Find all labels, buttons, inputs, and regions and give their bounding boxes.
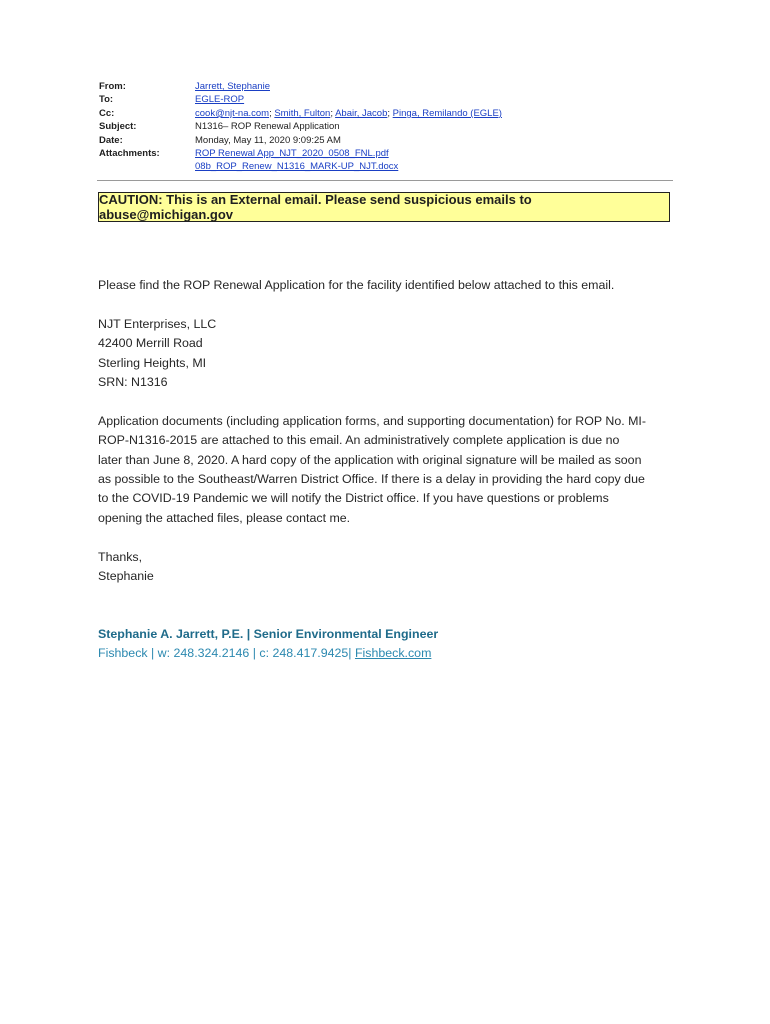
email-header xyxy=(99,80,502,174)
attachment-link[interactable]: 08b_ROP_Renew_N1316_MARK-UP_NJT.docx xyxy=(195,161,399,173)
signature-contact xyxy=(98,644,438,663)
caution-text: CAUTION: This is an External email. Please send suspicious emails to abuse@michigan.gov xyxy=(99,192,532,222)
to-label: To: xyxy=(99,94,114,106)
signature-contact-text: Fishbeck | w: 248.324.2146 | c: 248.417.9425| xyxy=(98,646,355,661)
caution-banner xyxy=(98,192,670,222)
details-line: Application documents (including application forms, and supporting documentation) for ROP No. MI- xyxy=(98,413,646,428)
from-link[interactable]: Jarrett, Stephanie xyxy=(195,81,270,92)
cc-link[interactable]: Abair, Jacob xyxy=(335,107,388,119)
date-label: Date: xyxy=(99,134,123,146)
address-block xyxy=(98,315,678,393)
signature-name-title: Stephanie A. Jarrett, P.E. | Senior Environmental Engineer xyxy=(98,627,439,641)
details-line: as possible to the Southeast/Warren District Office. If there is a delay in providing the hard copy due xyxy=(98,472,645,487)
cc-separator: ; xyxy=(330,107,336,119)
sender-name: Stephanie xyxy=(98,569,154,584)
date-row xyxy=(99,134,502,147)
address-line: SRN: N1316 xyxy=(98,375,168,390)
attachments-label: Attachments: xyxy=(99,148,160,160)
address-line: 42400 Merrill Road xyxy=(98,336,203,351)
closing-text: Thanks, xyxy=(98,549,143,564)
subject-value: N1316– ROP Renewal Application xyxy=(195,121,340,133)
cc-link[interactable]: Smith, Fulton xyxy=(274,107,331,119)
cc-label: Cc: xyxy=(99,107,115,119)
details-line: later than June 8, 2020. A hard copy of the application with original signature will be mailed as soon xyxy=(98,452,642,467)
details-line: to the COVID-19 Pandemic we will notify the District office. If you have questions or problems xyxy=(98,491,609,506)
attachments-list xyxy=(195,147,398,174)
from-row xyxy=(99,80,502,93)
cc-values xyxy=(195,107,502,120)
cc-link[interactable]: cook@njt-na.com xyxy=(195,107,270,119)
subject-label: Subject: xyxy=(99,121,137,133)
closing-block xyxy=(98,548,678,587)
attachment-link[interactable]: ROP Renewal App_NJT_2020_0508_FNL.pdf xyxy=(195,148,389,160)
email-signature xyxy=(98,625,438,664)
cc-row xyxy=(99,107,502,120)
to-link[interactable]: EGLE-ROP xyxy=(195,94,245,106)
cc-link[interactable]: Pinga, Remilando (EGLE) xyxy=(392,107,502,119)
address-line: Sterling Heights, MI xyxy=(98,355,207,370)
to-row xyxy=(99,93,502,106)
cc-separator: ; xyxy=(387,107,393,119)
subject-row xyxy=(99,120,502,133)
address-line: NJT Enterprises, LLC xyxy=(98,316,217,331)
details-line: opening the attached files, please contact me. xyxy=(98,510,351,525)
header-divider xyxy=(97,180,673,181)
attachments-row xyxy=(99,147,502,174)
intro-paragraph: Please find the ROP Renewal Application for the facility identified below attached to this email. xyxy=(98,278,615,292)
details-paragraph xyxy=(98,412,678,528)
details-line: ROP-N1316-2015 are attached to this email. An administratively complete application is due no xyxy=(98,433,620,448)
date-value: Monday, May 11, 2020 9:09:25 AM xyxy=(195,134,341,146)
website-link[interactable]: Fishbeck.com xyxy=(354,646,432,661)
from-label: From: xyxy=(99,81,126,92)
cc-separator: ; xyxy=(269,107,275,119)
email-body xyxy=(98,276,678,606)
